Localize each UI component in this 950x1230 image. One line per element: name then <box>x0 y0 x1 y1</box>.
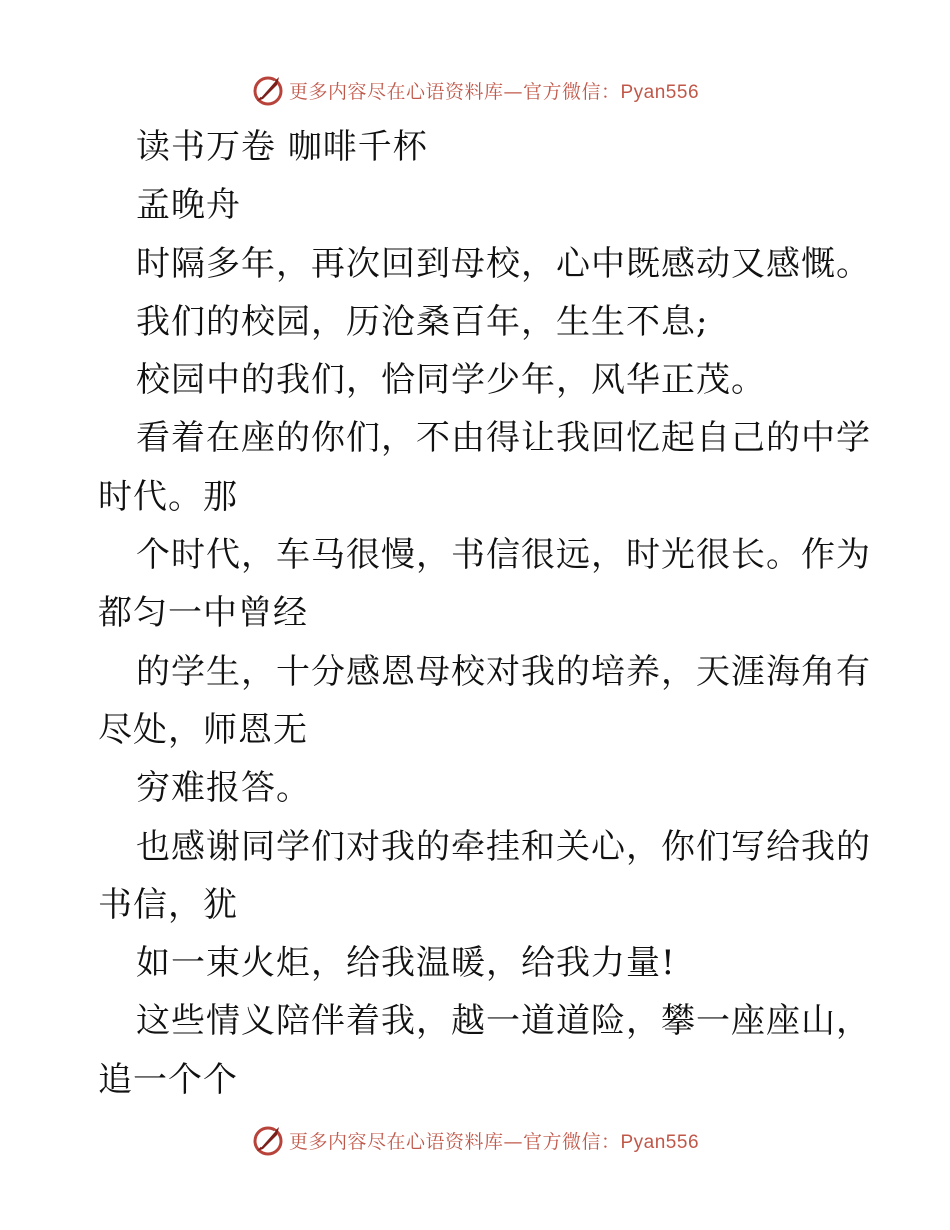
document-body <box>98 118 871 1109</box>
quill-logo-icon <box>251 73 285 107</box>
text-line: 也感谢同学们对我的牵挂和关心，你们写给我的 <box>136 826 871 867</box>
text-line: 时隔多年，再次回到母校，心中既感动又感慨。 <box>136 243 871 284</box>
text-line: 个时代，车马很慢，书信很远，时光很长。作为 <box>136 535 871 576</box>
text-line: 孟晚舟 <box>136 185 241 226</box>
text-line: 的学生，十分感恩母校对我的培养，天涯海角有 <box>136 651 871 692</box>
text-line: 尽处，师恩无 <box>98 709 308 750</box>
text-line: 如一束火炬，给我温暖，给我力量! <box>136 943 676 984</box>
header-banner <box>0 70 950 110</box>
text-line: 书信，犹 <box>98 884 238 925</box>
quill-logo-icon <box>251 1123 285 1157</box>
text-line: 这些情义陪伴着我，越一道道险，攀一座座山， <box>136 1001 871 1042</box>
text-line: 都匀一中曾经 <box>98 593 308 634</box>
header-wechat-id: Pyan556 <box>620 81 700 103</box>
footer-wechat-id: Pyan556 <box>620 1131 700 1153</box>
text-line: 我们的校园，历沧桑百年，生生不息; <box>136 301 709 342</box>
text-line: 穷难报答。 <box>136 768 311 809</box>
text-line: 校园中的我们，恰同学少年，风华正茂。 <box>136 360 766 401</box>
text-line: 读书万卷 咖啡千杯 <box>136 127 428 167</box>
text-line: 时代。那 <box>98 476 238 517</box>
footer-banner-text: 更多内容尽在心语资料库—官方微信： <box>288 1130 621 1153</box>
header-banner-text: 更多内容尽在心语资料库—官方微信： <box>288 80 621 103</box>
footer-banner <box>0 1120 950 1160</box>
text-line: 追一个个 <box>98 1059 238 1100</box>
text-line: 看着在座的你们，不由得让我回忆起自己的中学 <box>136 418 871 459</box>
